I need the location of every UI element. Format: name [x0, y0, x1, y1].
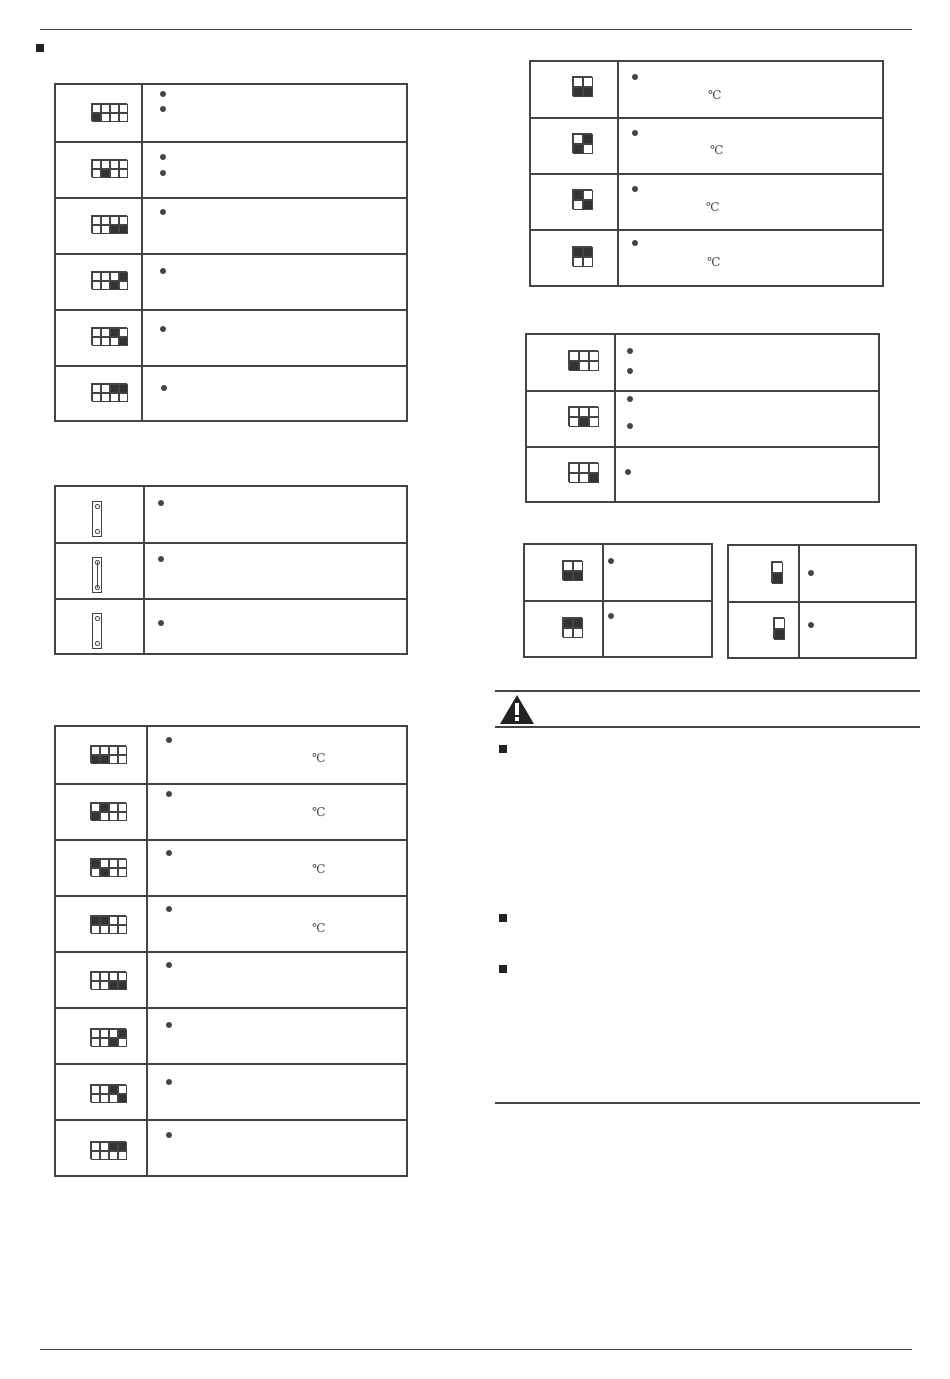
dip-switch-icon: [572, 76, 592, 96]
bullet-dot: [166, 906, 172, 912]
bullet-dot: [627, 368, 633, 374]
dip-switch-icon: [90, 858, 126, 876]
bullet-dot: [627, 423, 633, 429]
dip-switch-icon: [572, 133, 592, 153]
degree-celsius-symbol: ℃: [710, 143, 724, 157]
dip-switch-icon: [90, 1141, 126, 1159]
top-rule: [40, 29, 912, 30]
dip-switch-icon: [773, 617, 784, 639]
dip-switch-icon: [572, 189, 592, 209]
bullet-dot: [808, 570, 814, 576]
bullet-dot: [627, 348, 633, 354]
bullet-dot: [627, 396, 633, 402]
dip-switch-table-a: [54, 83, 408, 422]
degree-celsius-symbol: ℃: [312, 921, 326, 935]
warning-bottom-rule: [495, 1102, 920, 1104]
bullet-dot: [632, 74, 638, 80]
dip-switch-icon: [90, 1084, 126, 1102]
jumper-table: [54, 485, 408, 655]
dip-switch-icon: [568, 350, 598, 370]
bullet-dot: [632, 130, 638, 136]
section-marker-icon: [36, 44, 44, 52]
dip-switch-table-c: [54, 725, 408, 1177]
bullet-dot: [160, 170, 166, 176]
bottom-rule: [40, 1349, 912, 1350]
bullet-dot: [625, 469, 631, 475]
bullet-dot: [158, 620, 164, 626]
bullet-dot: [632, 186, 638, 192]
bullet-dot: [166, 962, 172, 968]
bullet-dot: [158, 500, 164, 506]
bullet-dot: [632, 240, 638, 246]
bullet-dot: [160, 209, 166, 215]
bullet-dot: [166, 1022, 172, 1028]
bullet-dot: [166, 1132, 172, 1138]
degree-celsius-symbol: ℃: [708, 88, 722, 102]
warning-header-rule: [495, 726, 920, 728]
warning-bullet-icon-2: [499, 914, 507, 922]
dip-switch-icon: [568, 406, 598, 426]
warning-bullet-icon-1: [499, 745, 507, 753]
dip-switch-table-g: [727, 544, 917, 659]
dip-switch-icon: [771, 561, 782, 583]
bullet-dot: [608, 558, 614, 564]
dip-switch-icon: [91, 271, 127, 289]
bullet-dot: [160, 268, 166, 274]
bullet-dot: [608, 613, 614, 619]
dip-switch-icon: [91, 215, 127, 233]
bullet-dot: [808, 622, 814, 628]
dip-switch-icon: [90, 745, 126, 763]
dip-switch-icon: [90, 915, 126, 933]
bullet-dot: [166, 737, 172, 743]
warning-triangle-icon: [499, 694, 535, 725]
degree-celsius-symbol: ℃: [312, 862, 326, 876]
bullet-dot: [166, 1079, 172, 1085]
dip-switch-icon: [91, 103, 127, 121]
dip-switch-icon: [562, 560, 582, 580]
bullet-dot: [160, 154, 166, 160]
degree-celsius-symbol: ℃: [706, 200, 720, 214]
bullet-dot: [160, 106, 166, 112]
bullet-dot: [160, 91, 166, 97]
dip-switch-icon: [90, 971, 126, 989]
warning-bullet-icon-3: [499, 965, 507, 973]
dip-switch-table-f: [523, 543, 713, 658]
dip-switch-icon: [572, 246, 592, 266]
jumper-switch-icon: [92, 557, 102, 593]
jumper-switch-icon: [92, 613, 102, 649]
dip-switch-icon: [90, 1028, 126, 1046]
warning-top-rule: [495, 690, 920, 692]
degree-celsius-symbol: ℃: [312, 751, 326, 765]
dip-switch-icon: [562, 617, 582, 637]
dip-switch-icon: [91, 159, 127, 177]
degree-celsius-symbol: ℃: [707, 255, 721, 269]
bullet-dot: [161, 385, 167, 391]
dip-switch-icon: [91, 327, 127, 345]
dip-switch-icon: [90, 802, 126, 820]
bullet-dot: [158, 556, 164, 562]
bullet-dot: [160, 326, 166, 332]
dip-switch-icon: [91, 383, 127, 401]
bullet-dot: [166, 791, 172, 797]
dip-switch-icon: [568, 462, 598, 482]
bullet-dot: [166, 850, 172, 856]
jumper-switch-icon: [92, 501, 102, 537]
degree-celsius-symbol: ℃: [312, 805, 326, 819]
